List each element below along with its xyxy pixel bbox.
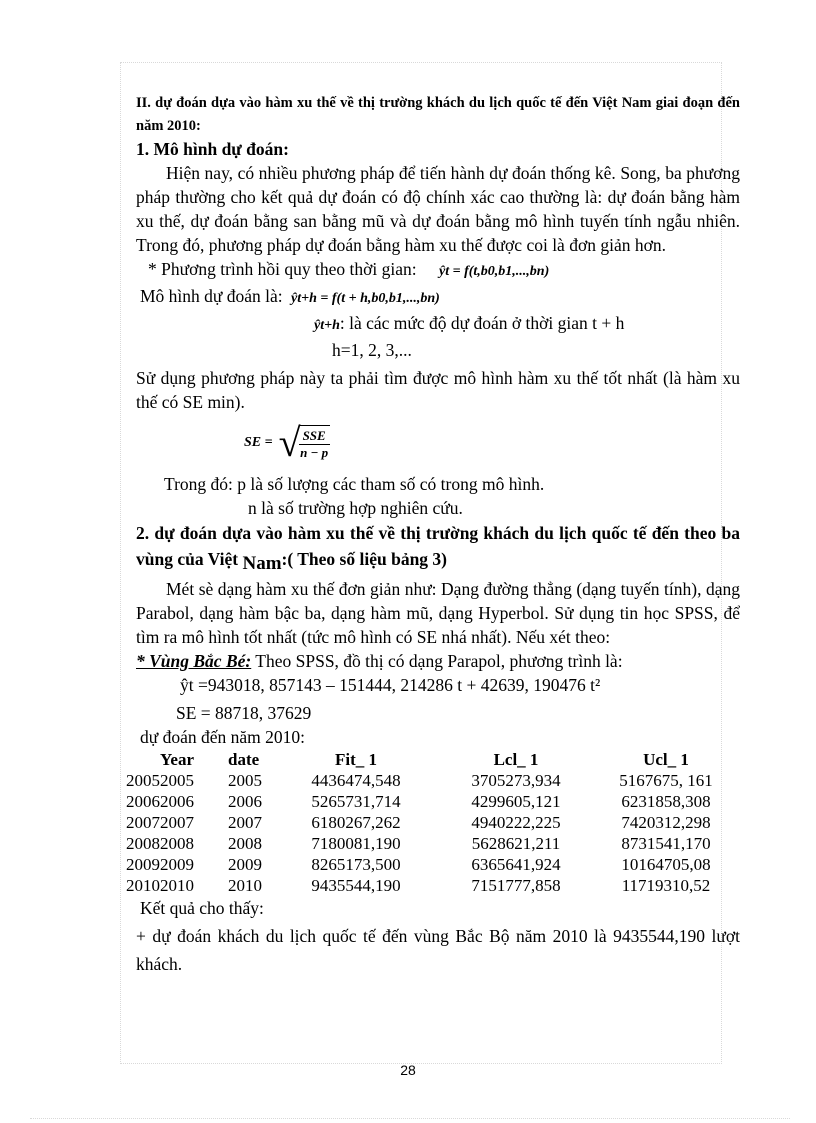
yth-description: : là các mức độ dự đoán ở thời gian t + h (339, 313, 625, 333)
table-cell: 20052005 (126, 771, 194, 790)
se-fraction (299, 425, 330, 461)
table-cell: 6231858,308 (621, 792, 711, 811)
heading-regions (136, 520, 740, 573)
table-cell: 2007 (228, 813, 262, 832)
radical-icon: √ (278, 420, 301, 465)
table-cell: 2009 (228, 855, 262, 874)
se-denominator: n − p (300, 445, 329, 460)
yth-line (136, 311, 740, 338)
trend-equation: ŷt =943018, 857143 – 151444, 214286 t + 42639, 190476 t² (180, 675, 601, 695)
table-cell: 10164705,08 (621, 855, 711, 874)
table-cell: 20082008 (126, 834, 194, 853)
forecast-table (126, 749, 736, 896)
table-cell: 2010 (228, 876, 262, 895)
se-lhs: SE = (244, 435, 273, 450)
table-cell: 4299605,121 (471, 792, 561, 811)
table-row (126, 854, 736, 875)
model-line (140, 284, 740, 311)
se-numerator: SSE (299, 428, 330, 445)
regression-label: * Phương trình hồi quy theo thời gian: (148, 259, 417, 279)
model-formula: ŷt+h = f(t + h,b0,b1,...,bn) (291, 291, 440, 306)
forecast-label: dự đoán đến năm 2010: (140, 727, 306, 747)
table-cell: 2005 (228, 771, 262, 790)
table-cell: 7420312,298 (621, 813, 711, 832)
table-cell: 5167675, 161 (619, 771, 713, 790)
table-cell: 20072007 (126, 813, 194, 832)
table-cell: 2006 (228, 792, 262, 811)
table-cell: 5265731,714 (311, 792, 401, 811)
table-cell: 20062006 (126, 792, 194, 811)
result-label: Kết quả cho thấy: (140, 898, 264, 918)
table-cell: 9435544,190 (311, 876, 401, 895)
paragraph-intro: Hiện nay, có nhiều phương pháp để tiến hành dự đoán thống kê. Song, ba phương pháp thường cho kết quả dự đoán có độ chính xác cao thường là: dự đoán bằng hàm xu thế, dự đoán bằng san bằng mũ và dự đoán bằng mô hình tuyến tính ngẫu nhiên. Trong đó, phương pháp dự đoán bằng hàm xu thế được coi là đơn giản hơn. (136, 163, 740, 255)
table-cell: 5628621,211 (471, 834, 561, 853)
table-header-row (126, 749, 736, 770)
table-cell: 8265173,500 (311, 855, 401, 874)
header-year: Year (160, 750, 194, 769)
table-cell: 2008 (228, 834, 262, 853)
table-row (126, 770, 736, 791)
table-cell: 6365641,924 (471, 855, 561, 874)
table-cell: 11719310,52 (621, 876, 711, 895)
heading-regions-main: 2. dự đoán dựa vào hàm xu thế về thị trường khách du lịch quốc tế đến theo ba vùng của Việt (136, 523, 740, 569)
regression-line (136, 257, 740, 284)
header-fit: Fit_ 1 (334, 750, 378, 769)
header-ucl: Ucl_ 1 (643, 750, 689, 769)
table-row (126, 833, 736, 854)
sqrt-sign (278, 420, 330, 465)
table-row (126, 812, 736, 833)
paragraph-se: Sử dụng phương pháp này ta phải tìm được mô hình hàm xu thế tốt nhất (là hàm xu thế có SE min). (136, 368, 740, 412)
yth-symbol: ŷt+h (314, 318, 340, 333)
table-cell: 4940222,225 (471, 813, 561, 832)
region-label: * Vùng Bắc Bé: (136, 651, 252, 671)
region-text: Theo SPSS, đồ thị có dạng Parapol, phương trình là: (251, 651, 623, 671)
table-cell: 6180267,262 (311, 813, 401, 832)
region-line (136, 649, 740, 673)
header-date: date (228, 750, 260, 769)
header-lcl: Lcl_ 1 (493, 750, 539, 769)
result-text: + dự đoán khách du lịch quốc tế đến vùng Bắc Bộ năm 2010 là 9435544,190 lượt khách. (136, 926, 740, 974)
page-number: 28 (400, 1062, 416, 1078)
where-n: n là số trường hợp nghiên cứu. (248, 498, 463, 518)
table-cell: 20102010 (126, 876, 194, 895)
regression-formula: ŷt = f(t,b0,b1,...,bn) (439, 264, 550, 279)
heading-regions-source: :( Theo số liệu bảng 3) (281, 549, 448, 569)
heading-regions-nam: Nam (242, 553, 282, 574)
section-title: II. dự đoán dựa vào hàm xu thế về thị trường khách du lịch quốc tế đến Việt Nam giai đoạn đến năm 2010: (136, 95, 740, 134)
table-row (126, 791, 736, 812)
page-footer-rule (30, 1118, 790, 1119)
model-label: Mô hình dự đoán là: (140, 286, 283, 306)
table-row (126, 875, 736, 896)
se-formula (244, 420, 740, 466)
table-cell: 8731541,170 (621, 834, 711, 853)
h-values: h=1, 2, 3,... (332, 340, 412, 360)
se-value: SE = 88718, 37629 (176, 703, 312, 723)
table-cell: 4436474,548 (311, 771, 401, 790)
paragraph-spss: Mét sè dạng hàm xu thế đơn giản như: Dạng đường thẳng (dạng tuyến tính), dạng Parabol, dạng hàm bậc ba, dạng hàm mũ, dạng Hyperbol. Sử dụng tin học SPSS, để tìm ra mô hình tốt nhất (tức mô hình có SE nhá nhất). Nếu xét theo: (136, 579, 740, 647)
document-body (126, 92, 740, 978)
heading-model: 1. Mô hình dự đoán: (136, 139, 289, 159)
table-cell: 7180081,190 (311, 834, 401, 853)
table-cell: 3705273,934 (471, 771, 561, 790)
where-p: Trong đó: p là số lượng các tham số có trong mô hình. (164, 474, 545, 494)
table-cell: 20092009 (126, 855, 194, 874)
table-cell: 7151777,858 (471, 876, 561, 895)
